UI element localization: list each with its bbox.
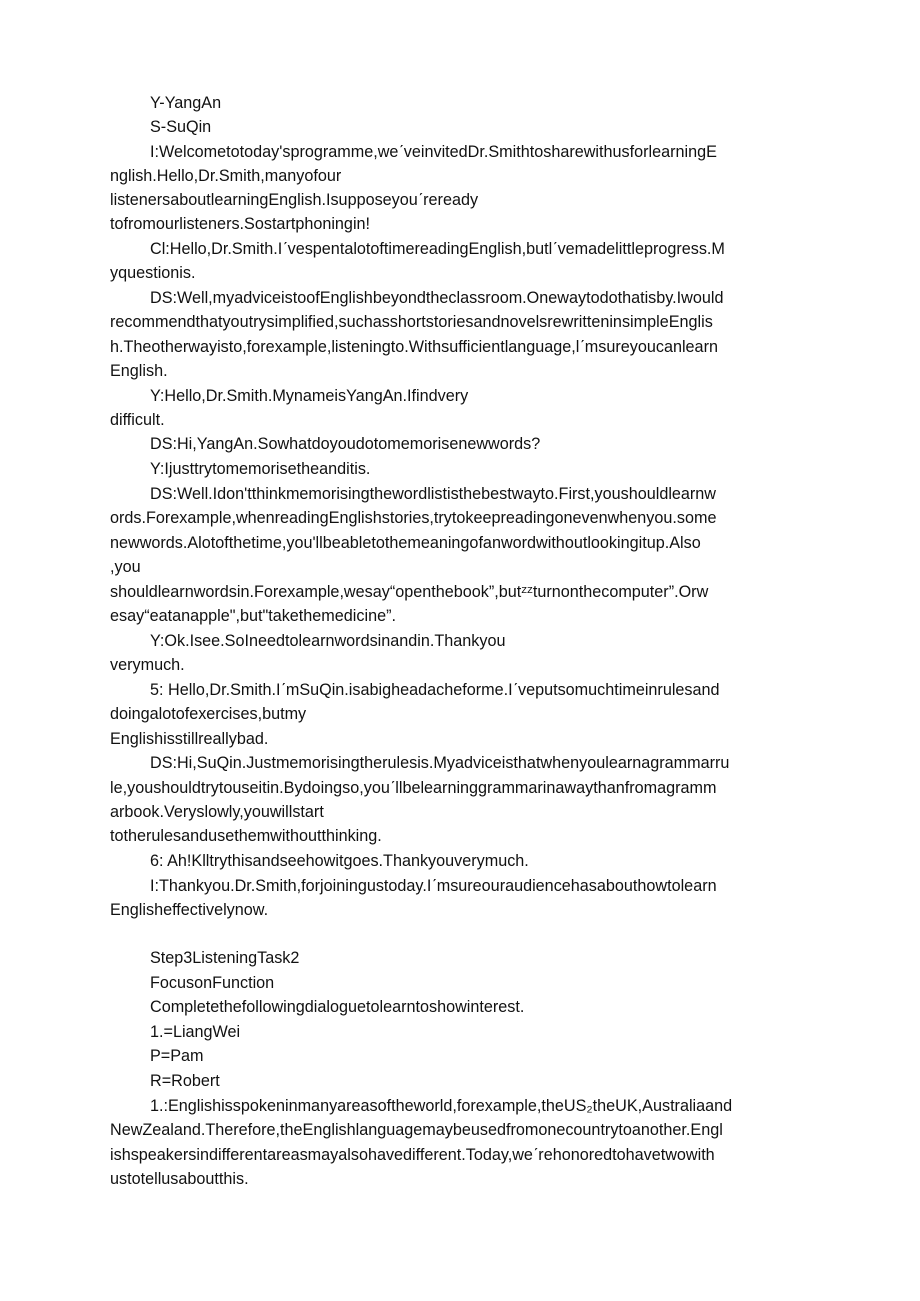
text-line: verymuch.	[110, 656, 185, 674]
text-line: difficult.	[110, 411, 165, 429]
section-heading: Step3ListeningTask2	[150, 949, 300, 967]
text-line: DS:Well.Idon'tthinkmemorisingthewordlististhebestwayto.First,youshouldlearnw	[150, 485, 717, 503]
text-line: Y:Ok.Isee.SoIneedtolearnwordsinandin.Thankyou	[150, 632, 506, 650]
text-line: DS:Hi,YangAn.Sowhatdoyoudotomemorisenewwords?	[150, 435, 541, 453]
text-line: doingalotofexercises,butmy	[110, 705, 307, 723]
text-line: ords.Forexample,whenreadingEnglishstories,trytokeepreadingonevenwhenyou.some	[110, 509, 717, 527]
text-line: totherulesandusethemwithoutthinking.	[110, 827, 382, 845]
text-line: R=Robert	[150, 1072, 220, 1090]
text-line: 6: Ah!Klltrythisandseehowitgoes.Thankyouverymuch.	[150, 852, 529, 870]
text-line: shouldlearnwordsin.Forexample,wesay“openthebook”,butᶻᶻturnonthecomputer”.Orw	[110, 583, 709, 601]
text-line: I:Welcometotoday'sprogramme,weʹveinvitedDr.SmithtosharewithusforlearningE	[150, 143, 717, 161]
text-line: ustotellusaboutthis.	[110, 1170, 249, 1188]
text-line: Englishisstillreallybad.	[110, 730, 269, 748]
text-line: FocusonFunction	[150, 974, 275, 992]
text-line: tofromourlisteners.Sostartphoningin!	[110, 215, 371, 233]
text-line: esay“eatanapple",but"takethemedicine”.	[110, 607, 396, 625]
text-line: Cl:Hello,Dr.Smith.IʹvespentalotoftimereadingEnglish,butlʹvemadelittleprogress.M	[150, 240, 725, 258]
text-line: S-SuQin	[150, 118, 212, 136]
text-line: newwords.Alotofthetime,you'llbeabletothemeaningofanwordwithoutlookingitup.Also	[110, 534, 701, 552]
text-line: yquestionis.	[110, 264, 196, 282]
text-line: DS:Hi,SuQin.Justmemorisingtherulesis.Myadviceisthatwhenyoulearnagrammarru	[150, 754, 730, 772]
text-line: ,you	[110, 558, 141, 576]
text-line: Y:Hello,Dr.Smith.MynameisYangAn.Ifindvery	[150, 387, 469, 405]
text-line: English.	[110, 362, 168, 380]
text-line: Completethefollowingdialoguetolearntoshowinterest.	[150, 998, 525, 1016]
text-line: le,youshouldtrytouseitin.Bydoingso,youʹllbelearninggrammarinawaythanfromagramm	[110, 779, 717, 797]
text-line: nglish.Hello,Dr.Smith,manyofour	[110, 167, 342, 185]
text-line: NewZealand.Therefore,theEnglishlanguagemaybeusedfromonecountrytoanother.Engl	[110, 1121, 723, 1139]
text-line: arbook.Veryslowly,youwillstart	[110, 803, 324, 821]
text-line: h.Theotherwayisto,forexample,listeningto.Withsufficientlanguage,lʹmsureyoucanlearn	[110, 338, 718, 356]
text-line: P=Pam	[150, 1047, 204, 1065]
text-line: 1.:Englishisspokeninmanyareasoftheworld,forexample,theUS₂theUK,Australiaand	[150, 1097, 733, 1115]
text-line: Y:Ijusttrytomemorisetheanditis.	[150, 460, 371, 478]
text-line: 5: Hello,Dr.Smith.IʹmSuQin.isabigheadacheforme.Iʹveputsomuchtimeinrulesand	[150, 681, 720, 699]
text-line: Y-YangAn	[150, 94, 222, 112]
text-line: Englisheffectivelynow.	[110, 901, 269, 919]
text-line: ishspeakersindifferentareasmayalsohavedifferent.Today,weʹrehonoredtohavetwowith	[110, 1146, 715, 1164]
text-line: recommendthatyoutrysimplified,suchasshortstoriesandnovelsrewritteninsimpleEnglis	[110, 313, 713, 331]
text-line: listenersaboutlearningEnglish.Isupposeyouʹreready	[110, 191, 479, 209]
text-line: I:Thankyou.Dr.Smith,forjoiningustoday.Iʹmsureouraudiencehasabouthowtolearn	[150, 877, 717, 895]
text-line: 1.=LiangWei	[150, 1023, 241, 1041]
text-line: DS:Well,myadviceistoofEnglishbeyondtheclassroom.Onewaytodothatisby.Iwould	[150, 289, 724, 307]
